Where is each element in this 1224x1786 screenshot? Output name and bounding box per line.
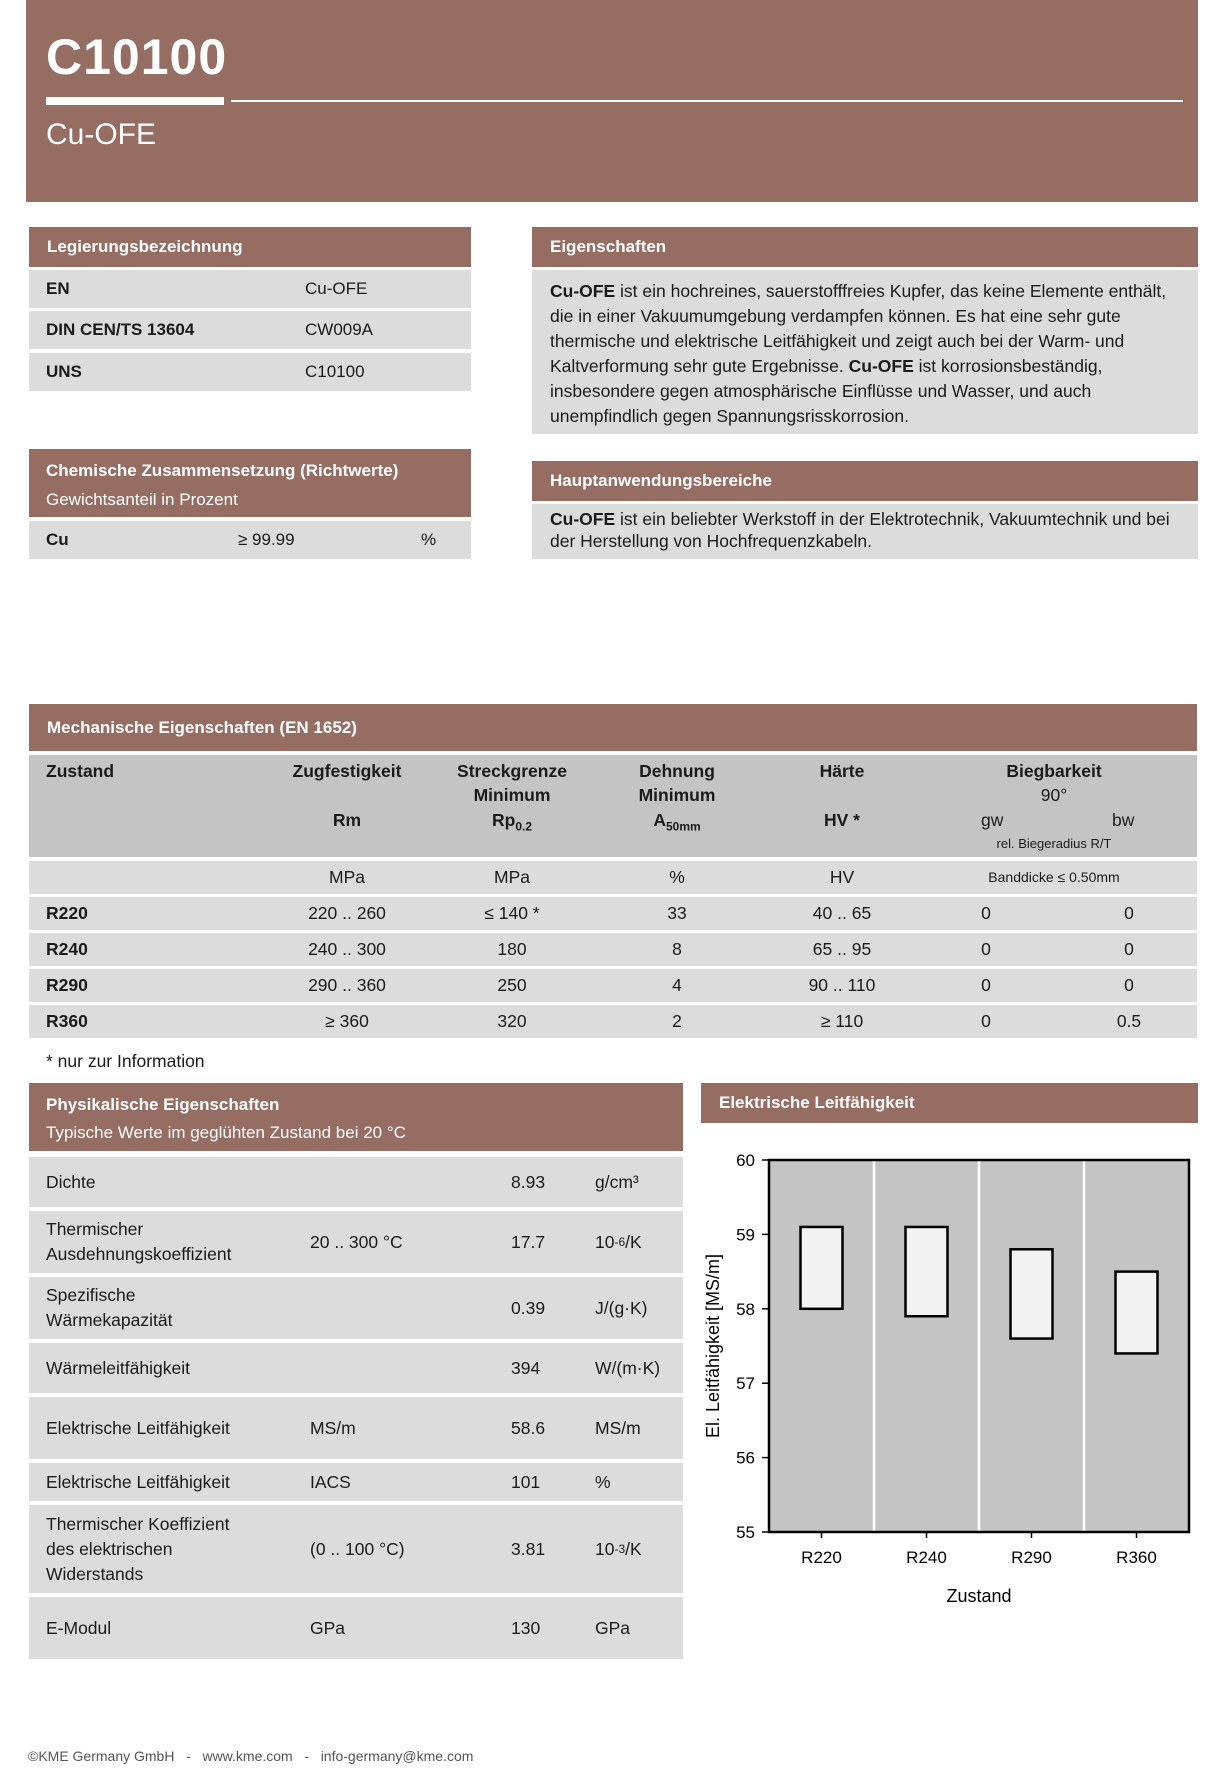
properties-heading: Eigenschaften [532,227,1198,267]
chemical-heading-box [29,449,471,517]
physical-unit: GPa [595,1617,631,1638]
x-tick-label: R220 [801,1548,842,1567]
physical-cond: GPa [310,1617,346,1638]
range-box [1011,1249,1053,1338]
physical-cond: 20 .. 300 °C [310,1231,403,1252]
designation-label: UNS [46,362,82,381]
y-tick-label: 55 [736,1523,755,1542]
unit-haerte: HV [829,867,855,887]
y-axis-label: El. Leitfähigkeit [MS/m] [703,1253,723,1439]
cell-state: R240 [46,939,88,959]
col-haerte: Härte [819,761,865,781]
cell-hv: ≥ 110 [820,1011,864,1031]
unit-exponent: -6 [614,1235,626,1249]
physical-unit: MS/m [595,1417,641,1438]
cell-rm: ≥ 360 [325,1011,369,1031]
table-row [29,897,1197,930]
cell-rp: ≤ 140 * [484,903,540,923]
applications-heading: Hauptanwendungsbereiche [532,461,1198,501]
title-rule [231,100,1183,102]
mechanical-footnote: * nur zur Information [46,1051,205,1071]
chemical-value: ≥ 99.99 [238,530,295,549]
physical-label: Elektrische Leitfähigkeit [46,1417,230,1438]
physical-cond: (0 .. 100 °C) [310,1538,405,1559]
physical-value: 130 [511,1617,541,1638]
col-dehnung: Dehnung [639,761,715,781]
properties-text [532,270,1198,434]
y-tick-label: 58 [736,1299,755,1319]
cell-bw: 0 [1124,903,1134,923]
physical-value: 0.39 [511,1297,546,1318]
physical-subheading: Typische Werte im geglühten Zustand bei 20 °C [46,1123,406,1142]
col-zugfestigkeit: Zugfestigkeit [292,761,402,781]
designation-label: EN [46,279,70,298]
physical-label: Elektrische Leitfähigkeit [46,1471,230,1492]
physical-unit [595,1211,642,1273]
physical-label: Wärmeleitfähigkeit [46,1357,190,1378]
title-underline [46,97,224,105]
unit-rest: /K [625,1538,642,1559]
col-streckgrenze: Streckgrenze [457,761,567,781]
col-gw: gw [981,810,1004,830]
symbol-text: Rp [491,810,516,830]
col-zugfestigkeit-symbol: Rm [332,810,362,830]
physical-unit: J/(g·K) [595,1297,648,1318]
physical-cond: MS/m [310,1417,356,1438]
physical-value: 3.81 [511,1538,546,1559]
col-biegbarkeit-angle: 90° [1040,785,1068,805]
col-biegbarkeit: Biegbarkeit [1006,761,1102,781]
table-row [29,1005,1197,1038]
cell-rp: 180 [497,939,527,959]
properties-text-part: ist korrosionsbeständig, insbesondere gegen atmosphärische Einflüsse und Wasser, und auch unempfindlich gegen Spannungsrisskorrosion. [550,356,1103,426]
cell-rm: 290 .. 360 [308,975,386,995]
table-row [29,1211,683,1273]
applications-text [532,504,1198,559]
cell-state: R360 [46,1011,88,1031]
page-title: C10100 [46,29,228,85]
cell-rm: 240 .. 300 [308,939,386,959]
page-footer: ©KME Germany GmbH - www.kme.com - info-germany@kme.com [28,1748,474,1764]
physical-unit: g/cm³ [595,1171,639,1192]
unit-bieg: Banddicke ≤ 0.50mm [988,869,1120,885]
cell-a: 33 [667,903,687,923]
range-box [906,1227,948,1316]
range-box [801,1227,843,1309]
physical-label: E-Modul [46,1617,112,1638]
cell-hv: 40 .. 65 [812,903,872,923]
cell-a: 4 [672,975,682,995]
cell-hv: 90 .. 110 [808,975,876,995]
physical-cond: IACS [310,1471,351,1492]
x-tick-label: R240 [906,1548,947,1567]
x-axis-label: Zustand [946,1586,1012,1606]
table-row [29,1597,683,1659]
chemical-element: Cu [46,530,69,549]
col-zustand: Zustand [46,761,115,781]
physical-unit: W/(m·K) [595,1357,661,1378]
unit-streck: MPa [494,867,530,887]
table-row [29,1505,683,1593]
unit-dehn: % [669,867,685,887]
cell-hv: 65 .. 95 [812,939,872,959]
y-tick-label: 56 [736,1448,755,1468]
physical-label: Thermischer Koeffizient des elektrischen Widerstands [46,1513,230,1584]
cell-rp: 320 [497,1011,527,1031]
cell-rp: 250 [497,975,527,995]
conductivity-chart [701,1130,1198,1610]
cell-gw: 0 [981,903,991,923]
cell-bw: 0.5 [1116,1011,1142,1031]
symbol-subscript: 50mm [665,819,701,834]
physical-unit [595,1505,642,1593]
unit-rest: /K [625,1231,642,1252]
table-row [29,933,1197,966]
designation-heading: Legierungsbezeichnung [29,227,471,267]
col-streckgrenze-min: Minimum [473,785,551,805]
cell-bw: 0 [1124,975,1134,995]
physical-value: 17.7 [511,1231,546,1252]
cell-rm: 220 .. 260 [308,903,386,923]
designation-row [29,353,471,391]
mechanical-heading: Mechanische Eigenschaften (EN 1652) [29,704,1197,751]
col-haerte-symbol: HV * [824,810,860,830]
cell-gw: 0 [981,939,991,959]
mechanical-units-row [29,861,1197,894]
y-tick-label: 59 [736,1225,755,1245]
table-row [29,1343,683,1393]
applications-text-part: ist ein beliebter Werkstoff in der Elektrotechnik, Vakuumtechnik und bei der Herstellung von Hochfrequenzkabeln. [550,509,1170,551]
page-header [26,0,1198,202]
physical-value: 394 [511,1357,541,1378]
cell-a: 8 [672,939,682,959]
unit-base: 10 [595,1538,615,1559]
chemical-unit: % [421,530,437,549]
physical-value: 101 [511,1471,541,1492]
designation-row [29,311,471,349]
x-tick-label: R290 [1011,1548,1052,1567]
chemical-subheading: Gewichtsanteil in Prozent [46,490,238,509]
col-bw: bw [1112,810,1135,830]
physical-heading-box [29,1083,683,1151]
alloy-name: Cu-OFE [550,509,616,529]
page-subtitle: Cu-OFE [46,118,157,151]
chemical-heading: Chemische Zusammensetzung (Richtwerte) [46,461,399,480]
physical-label: Spezifische Wärmekapazität [46,1285,173,1330]
conductivity-heading: Elektrische Leitfähigkeit [701,1083,1198,1123]
y-tick-label: 60 [736,1151,755,1170]
designation-label: DIN CEN/TS 13604 [46,320,195,339]
designation-value: C10100 [305,362,365,381]
cell-gw: 0 [981,975,991,995]
col-dehnung-min: Minimum [638,785,716,805]
y-tick-label: 57 [736,1374,755,1394]
cell-a: 2 [672,1011,682,1031]
col-bieg-note: rel. Biegeradius R/T [996,836,1112,851]
alloy-name: Cu-OFE [550,281,616,301]
table-row [29,1397,683,1459]
physical-heading: Physikalische Eigenschaften [46,1095,280,1114]
cell-gw: 0 [981,1011,991,1031]
range-box [1116,1272,1158,1354]
cell-state: R220 [46,903,88,923]
table-row [29,1277,683,1339]
designation-value: Cu-OFE [305,279,368,298]
unit-exponent: -3 [614,1542,626,1556]
symbol-text: A [653,810,666,830]
physical-label: Thermischer Ausdehnungskoeffizient [46,1219,232,1264]
mechanical-header-row [29,755,1197,857]
physical-value: 8.93 [511,1171,546,1192]
properties-text-part: ist ein hochreines, sauerstofffreies Kupfer, das keine Elemente enthält, die in einer Vakuumumgebung verdampfen können. Es hat eine sehr gute thermische und elektrische Leitfähigkeit und zeigt auch bei der Warm- und Kaltverformung sehr gute Ergebnisse. [550,281,1167,376]
table-row [29,969,1197,1002]
physical-value: 58.6 [511,1417,546,1438]
physical-label: Dichte [46,1171,96,1192]
unit-zug: MPa [329,867,365,887]
unit-base: 10 [595,1231,615,1252]
table-row [29,1463,683,1501]
x-tick-label: R360 [1116,1548,1157,1567]
table-row [29,1157,683,1207]
designation-row [29,270,471,308]
cell-state: R290 [46,975,88,995]
symbol-subscript: 0.2 [515,819,532,834]
designation-value: CW009A [305,320,374,339]
alloy-name: Cu-OFE [848,356,914,376]
chemical-row [29,521,471,559]
cell-bw: 0 [1124,939,1134,959]
physical-unit: % [595,1471,611,1492]
